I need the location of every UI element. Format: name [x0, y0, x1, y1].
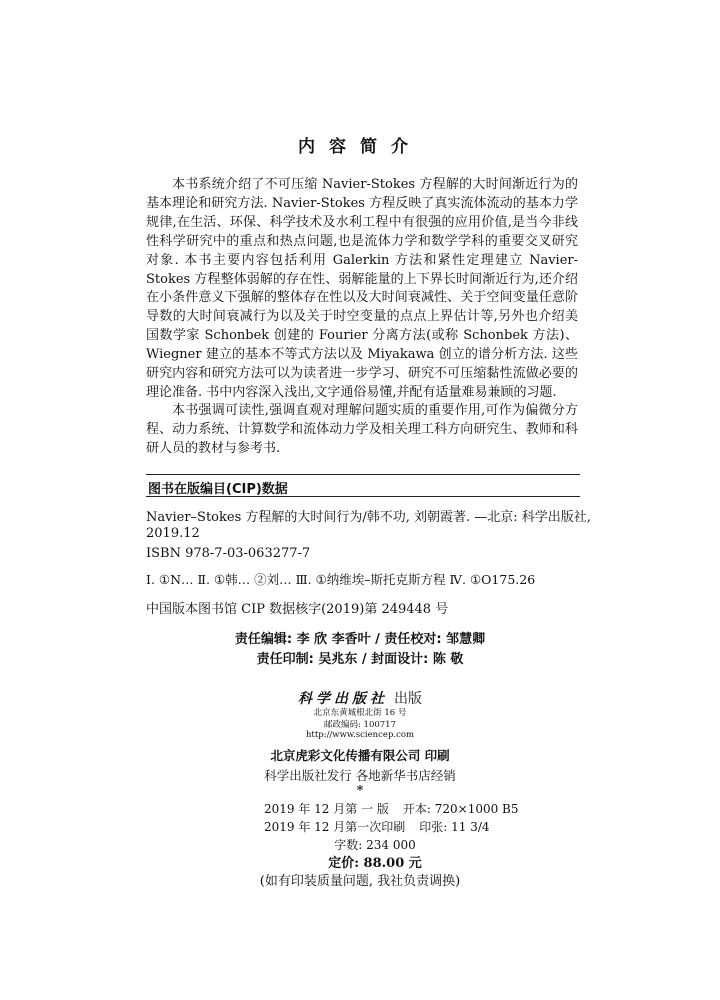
distribution-line: 科学出版社发行 各地新华书店经销: [264, 768, 456, 783]
publisher-address: 北京东黄城根北街 16 号: [313, 708, 407, 718]
cip-line-1: Navier–Stokes 方程解的大时间行为/韩不功, 刘朝霞著. —北京: 科学出版社,: [146, 510, 591, 525]
production-credits: 责任印制: 吴兆东 / 封面设计: 陈 敬: [256, 652, 464, 667]
intro-paragraph-1: 本书系统介绍了不可压缩 Navier-Stokes 方程解的大时间渐近行为的基本理论和研究方法. Navier-Stokes 方程反映了真实流体流动的基本力学规律,在生活、环保、科学技术及水利工程中有很强的应用价值,是当今非线性科学研究中的重点和热点问题,也是流体力学和数学学科的重要交叉研究对象. 本书主要内容包括利用 Galerkin 方法和紧性定理建立 Navier-Stokes 方程整体弱解的存在性、弱解能量的上下界长时间渐近行为,还介绍在小条件意义下强解的整体存在性以及大时间衰减性、关于空间变量任意阶导数的大时间衰减行为以及关于时空变量的点点上界估计等,另外也介绍美国数学家 Schonbek 创建的 Fourier 分离方法(或称 Schonbek 方法)、Wiegner 建立的基本不等式方法以及 Miyakawa 创立的谱分析方法. 这些研究内容和研究方法可以为读者进一步学习、研究不可压缩黏性流做必要的理论准备. 书中内容深入浅出,文字通俗易懂,并配有适量难易兼顾的习题.: [146, 177, 578, 400]
publisher-name: 科学出版社: [298, 691, 388, 707]
cip-line-2: 2019.12: [146, 526, 200, 541]
quality-note: (如有印装质量问题, 我社负责调换): [259, 874, 461, 889]
cip-heading: 图书在版编目(CIP)数据: [148, 482, 288, 497]
book-format: 开本: 720×1000 B5: [402, 802, 519, 816]
cip-top-rule: [146, 474, 580, 475]
intro-paragraph-2: 本书强调可读性,强调直观对理解问题实质的重要作用,可作为偏微分方程、动力系统、计算数学和流体动力学及相关理工科方向研究生、教师和科研人员的教材与参考书.: [146, 403, 578, 456]
edition-line: [264, 800, 519, 817]
printing-line: [264, 818, 490, 835]
editor-credits: 责任编辑: 李 欣 李香叶 / 责任校对: 邹慧卿: [234, 632, 486, 647]
separator-star: *: [356, 782, 364, 797]
publisher-suffix: 出版: [394, 691, 422, 707]
cip-record-number: 中国版本图书馆 CIP 数据核字(2019)第 249448 号: [146, 602, 449, 617]
page-title: 内容简介: [298, 137, 422, 157]
printer-line: 北京虎彩文化传播有限公司 印刷: [270, 748, 450, 763]
price: 定价: 88.00 元: [328, 856, 422, 871]
cip-classification: Ⅰ. ①N… Ⅱ. ①韩… ②刘… Ⅲ. ①纳维埃–斯托克斯方程 Ⅳ. ①O175.26: [146, 572, 536, 587]
publisher-url: http://www.sciencep.com: [305, 730, 415, 740]
cip-isbn: ISBN 978-7-03-063277-7: [146, 546, 311, 561]
publisher-line: [0, 688, 720, 708]
print-sheets: 印张: 11 3/4: [419, 820, 490, 834]
publisher-postcode: 邮政编码: 100717: [323, 720, 396, 730]
cip-bottom-rule: [146, 496, 580, 497]
edition: 2019 年 12 月第 一 版: [264, 802, 389, 816]
printing: 2019 年 12 月第一次印刷: [264, 820, 406, 834]
word-count: 字数: 234 000: [334, 838, 416, 852]
